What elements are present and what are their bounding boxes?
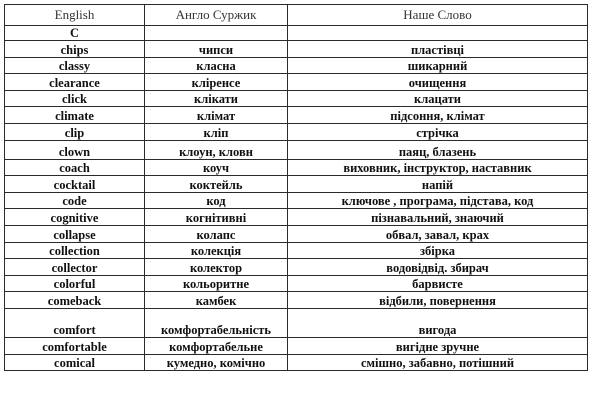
english-cell: comfortable <box>5 337 145 354</box>
ukrainian-cell: шикарний <box>288 57 588 74</box>
english-cell: coach <box>5 159 145 176</box>
glossary-table <box>4 4 588 371</box>
ukrainian-cell: ключове , програма, підстава, код <box>288 192 588 209</box>
surzhyk-cell: коктейль <box>145 176 288 193</box>
english-cell: click <box>5 90 145 107</box>
ukrainian-cell: вигідне зручне <box>288 337 588 354</box>
ukrainian-cell: водовідвід. збирач <box>288 259 588 276</box>
english-cell: collapse <box>5 225 145 242</box>
table-row <box>5 57 588 74</box>
ukrainian-cell: стрічка <box>288 123 588 140</box>
header-row <box>5 5 588 26</box>
header-surzhyk: Англо Суржик <box>145 5 288 26</box>
ukrainian-cell: паяц, блазень <box>288 140 588 159</box>
table-row <box>5 354 588 371</box>
surzhyk-cell: кліренсе <box>145 74 288 91</box>
english-cell: climate <box>5 107 145 124</box>
table-header <box>5 5 588 26</box>
surzhyk-cell: колекція <box>145 242 288 259</box>
surzhyk-cell: камбек <box>145 292 288 309</box>
ukrainian-cell: збірка <box>288 242 588 259</box>
surzhyk-cell: класна <box>145 57 288 74</box>
table-row <box>5 337 588 354</box>
english-cell: cocktail <box>5 176 145 193</box>
surzhyk-cell: коуч <box>145 159 288 176</box>
english-cell: clip <box>5 123 145 140</box>
table-row <box>5 123 588 140</box>
english-cell: collector <box>5 259 145 276</box>
surzhyk-cell: клоун, кловн <box>145 140 288 159</box>
surzhyk-cell: комфортабельне <box>145 337 288 354</box>
table-row <box>5 259 588 276</box>
section-letter: C <box>5 26 145 41</box>
table-body <box>5 26 588 371</box>
surzhyk-cell: клімат <box>145 107 288 124</box>
surzhyk-cell: клікати <box>145 90 288 107</box>
table-row <box>5 90 588 107</box>
table-row <box>5 74 588 91</box>
table-row <box>5 225 588 242</box>
section-letter-row <box>5 26 588 41</box>
ukrainian-cell: смішно, забавно, потішний <box>288 354 588 371</box>
english-cell: comeback <box>5 292 145 309</box>
surzhyk-cell: когнітивні <box>145 209 288 226</box>
ukrainian-cell: пластівці <box>288 41 588 58</box>
header-ukrainian: Наше Слово <box>288 5 588 26</box>
ukrainian-cell: пізнавальний, знаючий <box>288 209 588 226</box>
surzhyk-cell: кліп <box>145 123 288 140</box>
ukrainian-cell: вигода <box>288 308 588 337</box>
table-row <box>5 107 588 124</box>
surzhyk-cell: колапс <box>145 225 288 242</box>
english-cell: clown <box>5 140 145 159</box>
table-row <box>5 192 588 209</box>
english-cell: code <box>5 192 145 209</box>
table-row <box>5 308 588 337</box>
ukrainian-cell: очищення <box>288 74 588 91</box>
ukrainian-cell: відбили, повернення <box>288 292 588 309</box>
table-row <box>5 242 588 259</box>
header-english: English <box>5 5 145 26</box>
english-cell: clearance <box>5 74 145 91</box>
surzhyk-cell: кольоритне <box>145 275 288 292</box>
table-row <box>5 159 588 176</box>
surzhyk-cell: комфортабельність <box>145 308 288 337</box>
english-cell: comfort <box>5 308 145 337</box>
english-cell: collection <box>5 242 145 259</box>
ukrainian-cell: барвисте <box>288 275 588 292</box>
ukrainian-cell: клацати <box>288 90 588 107</box>
english-cell: classy <box>5 57 145 74</box>
ukrainian-cell: підсоння, клімат <box>288 107 588 124</box>
table-row <box>5 41 588 58</box>
ukrainian-cell: обвал, завал, крах <box>288 225 588 242</box>
ukrainian-cell: напій <box>288 176 588 193</box>
table-row <box>5 292 588 309</box>
ukrainian-cell: виховник, інструктор, наставник <box>288 159 588 176</box>
english-cell: chips <box>5 41 145 58</box>
surzhyk-cell: чипси <box>145 41 288 58</box>
table-row <box>5 140 588 159</box>
empty-cell <box>145 26 288 41</box>
surzhyk-cell: код <box>145 192 288 209</box>
english-cell: cognitive <box>5 209 145 226</box>
surzhyk-cell: колектор <box>145 259 288 276</box>
table-row <box>5 209 588 226</box>
table-row <box>5 176 588 193</box>
english-cell: colorful <box>5 275 145 292</box>
empty-cell <box>288 26 588 41</box>
surzhyk-cell: кумедно, комічно <box>145 354 288 371</box>
table-row <box>5 275 588 292</box>
english-cell: comical <box>5 354 145 371</box>
